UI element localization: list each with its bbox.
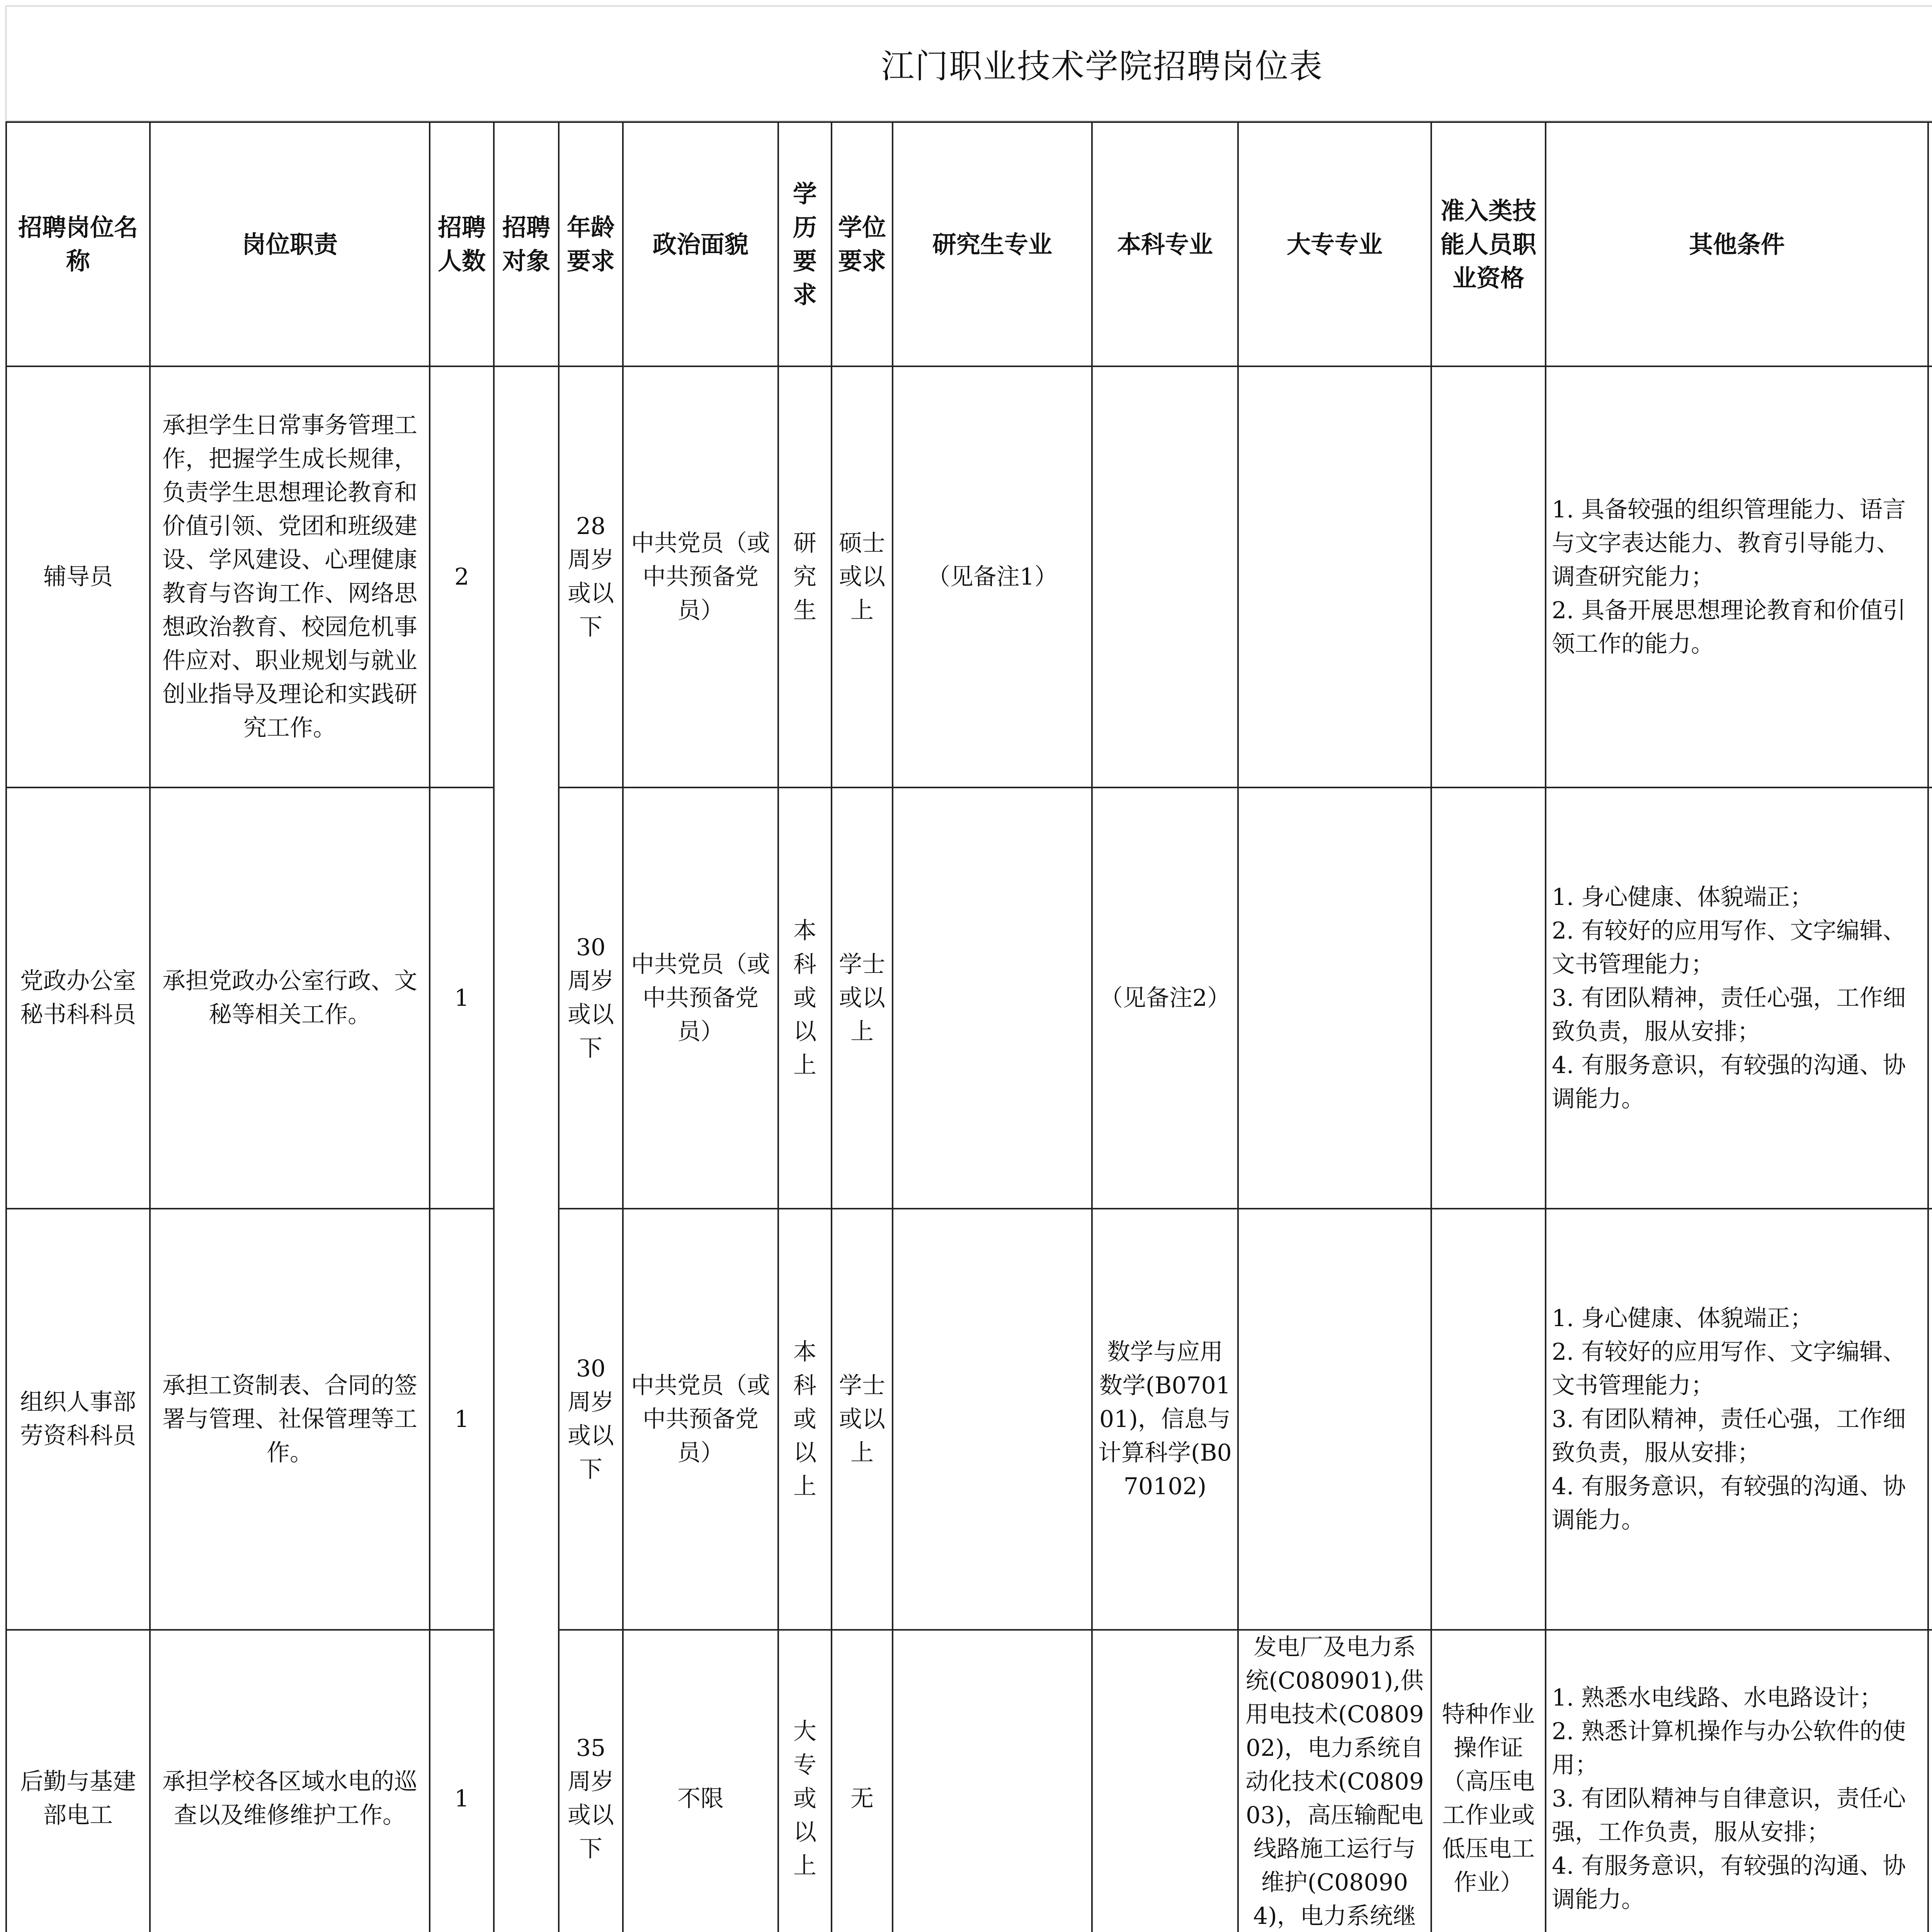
target-merged-cell [494,366,559,1932]
table-row [6,1209,1932,1630]
post-name: 组织人事部劳资科科员 [6,1209,150,1630]
remark [1928,1630,1932,1932]
count: 1 [430,1630,494,1932]
header-education: 学历要求 [778,122,832,366]
duties: 承担工资制表、合同的签署与管理、社保管理等工作。 [150,1209,430,1630]
education: 本科或以上 [778,1209,832,1630]
remark [1928,366,1932,787]
count: 2 [430,366,494,787]
page-title: 江门职业技术学院招聘岗位表 [881,47,1323,86]
header-degree: 学位要求 [832,122,893,366]
other-conditions: 1. 身心健康、体貌端正； 2. 有较好的应用写作、文字编辑、文书管理能力； 3. 有团队精神，责任心强，工作细致负责，服从安排； 4. 有服务意识，有较强的沟通、协调能力。 [1546,787,1928,1209]
post-name: 后勤与基建部电工 [6,1630,150,1932]
qualification [1431,787,1546,1209]
header-count: 招聘人数 [430,122,494,366]
education: 研究生 [778,366,832,787]
remark [1928,787,1932,1209]
other-conditions: 1. 具备较强的组织管理能力、语言与文字表达能力、教育引导能力、调查研究能力； 2. 具备开展思想理论教育和价值引领工作的能力。 [1546,366,1928,787]
table-row [6,787,1932,1209]
duties: 承担学校各区域水电的巡查以及维修维护工作。 [150,1630,430,1932]
education: 本科或以上 [778,787,832,1209]
table-row [6,366,1932,787]
college-major: 发电厂及电力系统(C080901),供用电技术(C080902)，电力系统自动化技术(C080903)，高压输配电线路施工运行与维护(C080904)，电力系统继 [1238,1630,1431,1932]
education: 大专或以上 [778,1630,832,1932]
degree: 硕士或以上 [832,366,893,787]
bachelor-major: （见备注2） [1092,787,1238,1209]
title-box [5,5,1932,121]
header-qualification: 准入类技能人员职业资格 [1431,122,1546,366]
qualification [1431,366,1546,787]
header-other: 其他条件 [1546,122,1928,366]
age: 28周岁或以下 [559,366,623,787]
bachelor-major [1092,1630,1238,1932]
table-row [6,1630,1932,1932]
duties: 承担学生日常事务管理工作，把握学生成长规律，负责学生思想理论教育和价值引领、党团和班级建设、学风建设、心理健康教育与咨询工作、网络思想政治教育、校园危机事件应对、职业规划与就业创业指导及理论和实践研究工作。 [150,366,430,787]
bachelor-major: 数学与应用数学(B070101)，信息与计算科学(B070102) [1092,1209,1238,1630]
political: 中共党员（或中共预备党员） [623,1209,778,1630]
count: 1 [430,787,494,1209]
header-remark [1928,122,1932,366]
qualification [1431,1209,1546,1630]
degree: 无 [832,1630,893,1932]
graduate-major: （见备注1） [893,366,1092,787]
header-age: 年龄要求 [559,122,623,366]
graduate-major [893,787,1092,1209]
duties: 承担党政办公室行政、文秘等相关工作。 [150,787,430,1209]
header-row [6,122,1932,366]
political: 中共党员（或中共预备党员） [623,366,778,787]
degree: 学士或以上 [832,1209,893,1630]
age: 30周岁或以下 [559,787,623,1209]
age: 35周岁或以下 [559,1630,623,1932]
header-target: 招聘对象 [494,122,559,366]
college-major [1238,787,1431,1209]
count: 1 [430,1209,494,1630]
college-major [1238,1209,1431,1630]
other-conditions: 1. 熟悉水电线路、水电路设计； 2. 熟悉计算机操作与办公软件的使用； 3. 有团队精神与自律意识，责任心强，工作负责，服从安排； 4. 有服务意识，有较强的沟通、协调能力。 [1546,1630,1928,1932]
other-conditions: 1. 身心健康、体貌端正； 2. 有较好的应用写作、文字编辑、文书管理能力； 3. 有团队精神，责任心强，工作细致负责，服从安排； 4. 有服务意识，有较强的沟通、协调能力。 [1546,1209,1928,1630]
qualification: 特种作业操作证（高压电工作业或低压电工作业） [1431,1630,1546,1932]
header-duties: 岗位职责 [150,122,430,366]
bachelor-major [1092,366,1238,787]
graduate-major [893,1630,1092,1932]
college-major [1238,366,1431,787]
header-post-name: 招聘岗位名称 [6,122,150,366]
recruitment-table [5,121,1932,1932]
header-graduate-major: 研究生专业 [893,122,1092,366]
political: 中共党员（或中共预备党员） [623,787,778,1209]
post-name: 党政办公室秘书科科员 [6,787,150,1209]
political: 不限 [623,1630,778,1932]
header-bachelor-major: 本科专业 [1092,122,1238,366]
graduate-major [893,1209,1092,1630]
header-political: 政治面貌 [623,122,778,366]
header-college-major: 大专专业 [1238,122,1431,366]
post-name: 辅导员 [6,366,150,787]
remark [1928,1209,1932,1630]
age: 30周岁或以下 [559,1209,623,1630]
degree: 学士或以上 [832,787,893,1209]
